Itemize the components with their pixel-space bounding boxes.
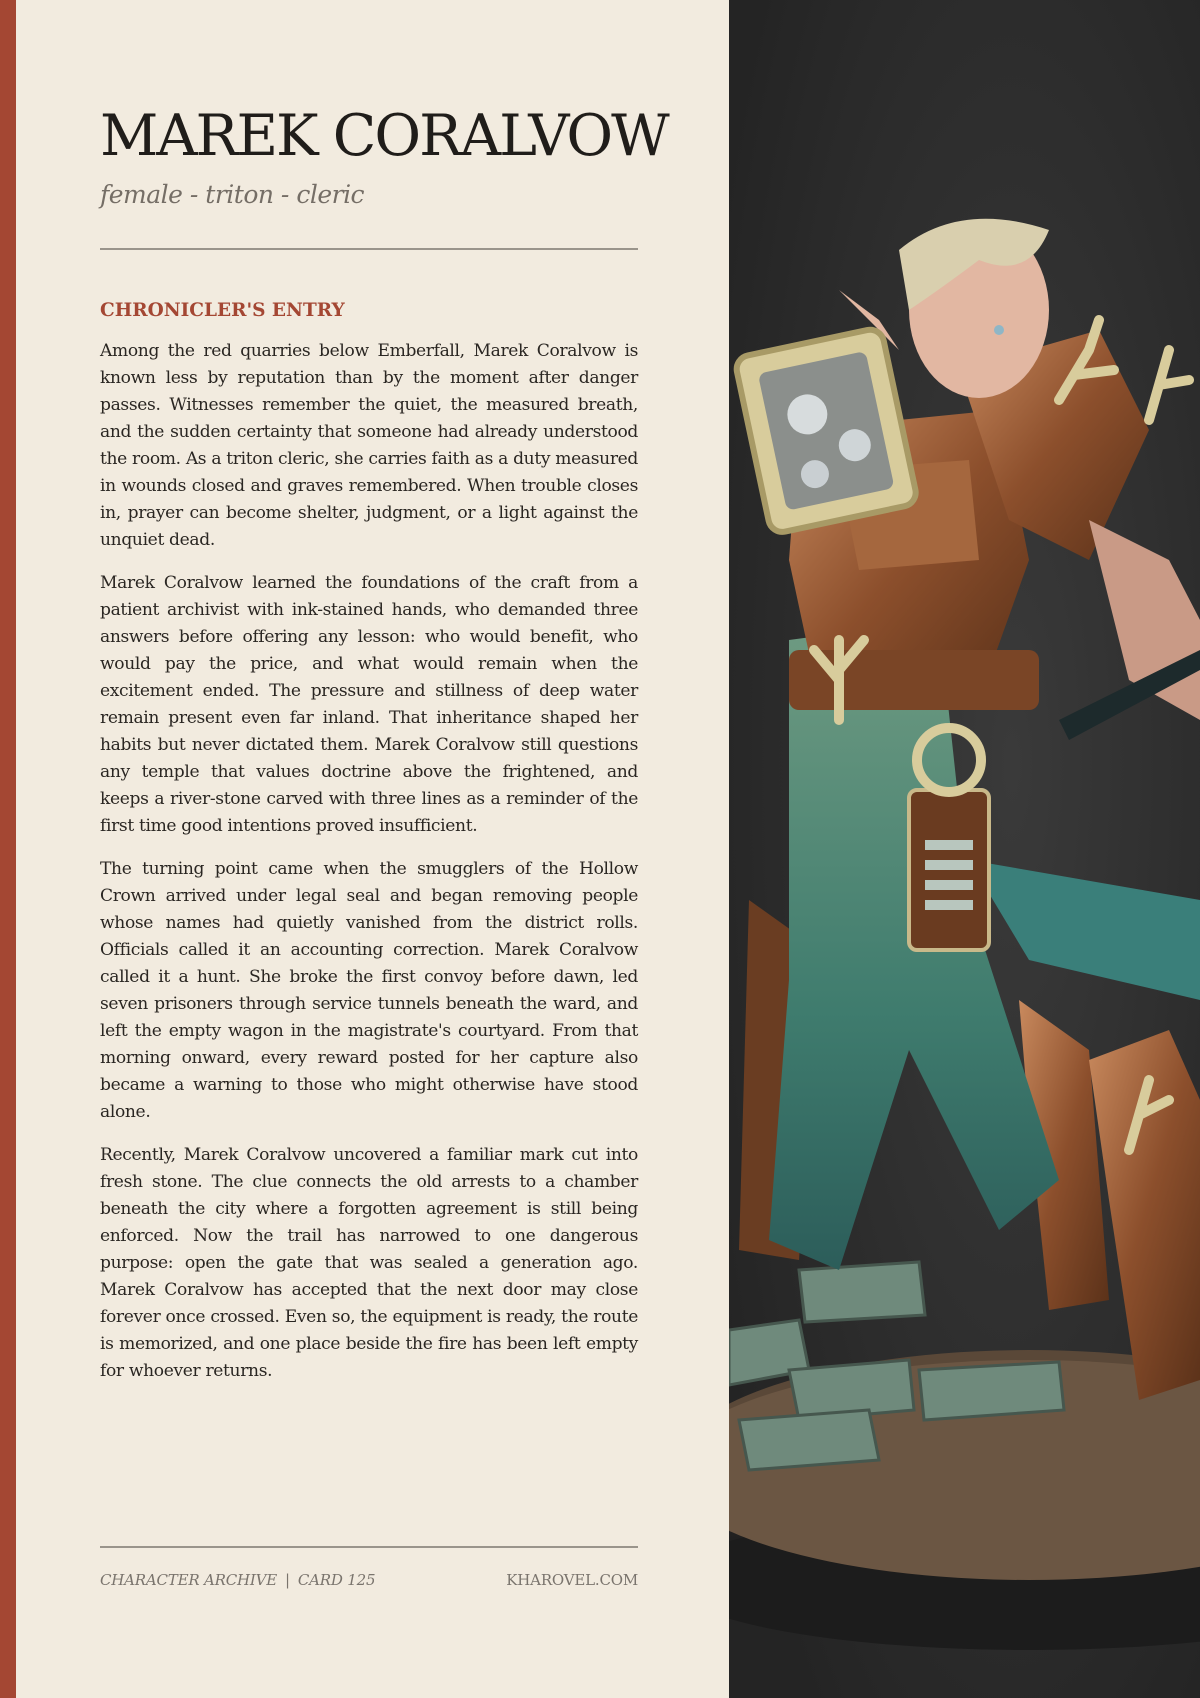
footer-divider — [100, 1546, 638, 1548]
footer-archive — [100, 1569, 375, 1591]
entry-paragraph: Marek Coralvow learned the foundations of the craft from a patient archivist with ink-stained hands, who demanded three answers before offering any lesson: who would benefit, who would pay the price, and what would remain when the excitement ended. The pressure and stillness of deep water remain present even far inland. That inheritance shaped her habits but never dictated them. Marek Coralvow still questions any temple that values doctrine above the frightened, and keeps a river-stone carved with three lines as a reminder of the first time good intentions proved insufficient. — [100, 573, 638, 836]
entry-paragraph: Among the red quarries below Emberfall, Marek Coralvow is known less by reputation than by the moment after danger passes. Witnesses remember the quiet, the measured breath, and the sudden certainty that someone had already understood the room. As a triton cleric, she carries faith as a duty measured in wounds closed and graves remembered. When trouble closes in, prayer can become shelter, judgment, or a light against the unquiet dead. — [100, 341, 638, 550]
entry-paragraph: Recently, Marek Coralvow uncovered a familiar mark cut into fresh stone. The clue connects the old arrests to a chamber beneath the city where a forgotten agreement is still being enforced. Now the trail has narrowed to one dangerous purpose: open the gate that was sealed a generation ago. Marek Coralvow has accepted that the next door may close forever once crossed. Even so, the equipment is ready, the route is memorized, and one place beside the fire has been left empty for whoever returns. — [100, 1145, 638, 1381]
footer-separator: | — [285, 1571, 290, 1589]
site-link[interactable]: KHAROVEL.COM — [506, 1571, 638, 1589]
section-heading: CHRONICLER'S ENTRY — [100, 300, 345, 321]
accent-bar — [0, 0, 16, 1698]
title-divider — [100, 248, 638, 250]
character-subtitle: female - triton - cleric — [100, 180, 365, 209]
character-name: MAREK CORALVOW — [100, 103, 668, 169]
text-panel — [16, 0, 729, 1698]
miniature-illustration — [729, 0, 1200, 1698]
card-number: CARD 125 — [297, 1571, 376, 1589]
miniature-photo — [729, 0, 1200, 1698]
entry-body — [100, 338, 638, 1401]
entry-paragraph: The turning point came when the smugglers of the Hollow Crown arrived under legal seal and began removing people whose names had quietly vanished from the district rolls. Officials called it an accounting correction. Marek Coralvow called it a hunt. She broke the first convoy before dawn, led seven prisoners through service tunnels beneath the ward, and left the empty wagon in the magistrate's courtyard. From that morning onward, every reward posted for her capture also became a warning to those who might otherwise have stood alone. — [100, 859, 638, 1122]
archive-label: CHARACTER ARCHIVE — [100, 1571, 278, 1589]
